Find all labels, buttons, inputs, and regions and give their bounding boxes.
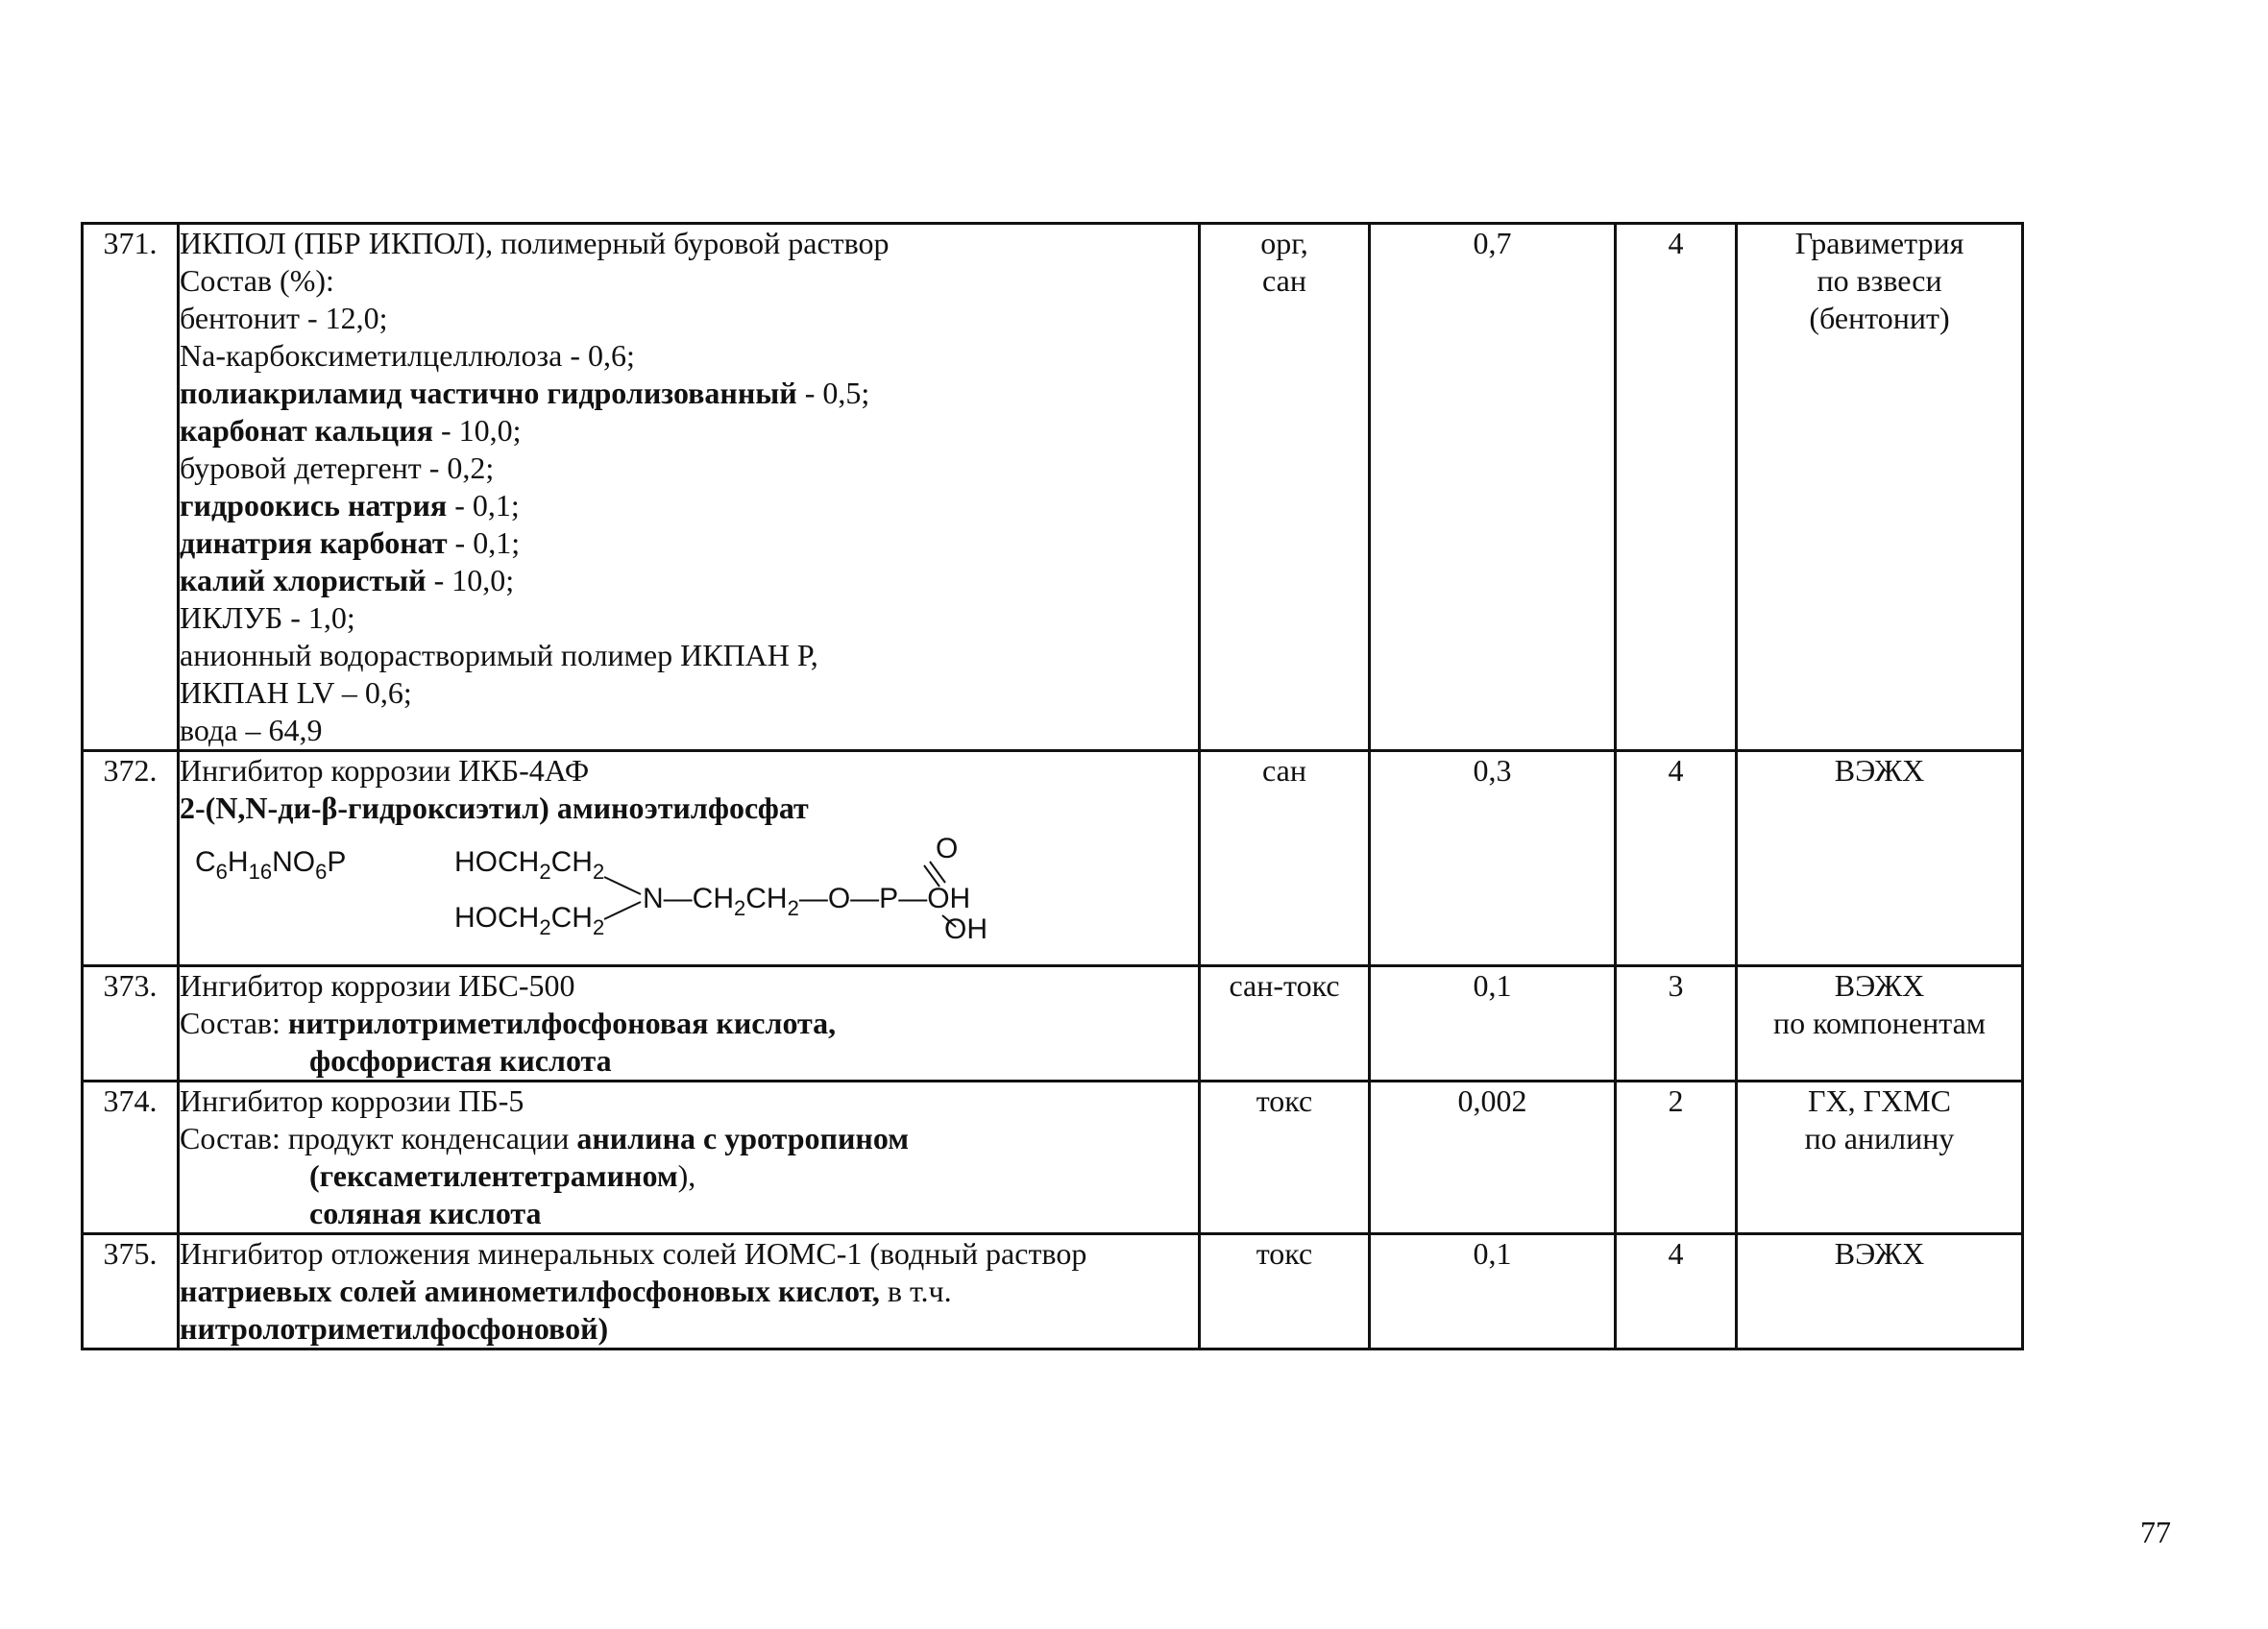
text-run: ИКЛУБ - 1,0;	[180, 600, 355, 635]
text-run: анионный водорастворимый полимер ИКПАН Р,	[180, 638, 818, 672]
text-line	[180, 1005, 1198, 1042]
text-run: - 10,0;	[426, 563, 515, 597]
text-line: токс	[1256, 1083, 1313, 1118]
hazard-class: 4	[1616, 1234, 1737, 1349]
bold-text: анилина с уротропином	[576, 1121, 910, 1155]
text-line	[180, 337, 1198, 375]
limit-value: 0,7	[1370, 224, 1616, 751]
oxo-oxygen: O	[936, 833, 959, 864]
double-bond	[930, 862, 945, 883]
text-run: буровой детергент - 0,2;	[180, 450, 495, 485]
table-row	[83, 1234, 2023, 1349]
text-line: (бентонит)	[1809, 301, 1950, 335]
substance-text	[180, 752, 1198, 827]
row-number: 373.	[83, 966, 179, 1082]
text-run: Состав:	[180, 1006, 288, 1040]
text-run: - 0,5;	[796, 376, 870, 410]
substance-description	[179, 1082, 1200, 1234]
text-run: Состав: продукт конденсации	[180, 1121, 577, 1155]
bond-line	[604, 902, 641, 919]
hazard-class: 2	[1616, 1082, 1737, 1234]
text-line: по анилину	[1804, 1121, 1955, 1155]
hazard-class: 4	[1616, 751, 1737, 966]
text-line: сан	[1262, 753, 1306, 788]
analysis-method	[1737, 966, 2023, 1082]
bold-text: 2-(N,N-ди-β-гидроксиэтил) аминоэтилфосфат	[180, 790, 809, 825]
hydroxyethyl-group-top: $HOCH_2CH_2$	[454, 846, 605, 884]
limit-value: 0,002	[1370, 1082, 1616, 1234]
text-line	[180, 487, 1198, 524]
text-line	[180, 1310, 1198, 1348]
text-line: ГХ, ГХМС	[1807, 1083, 1951, 1118]
substance-table	[81, 222, 2024, 1350]
hazard-sign	[1200, 224, 1370, 751]
text-run: Состав (%):	[180, 263, 334, 298]
text-line	[180, 1042, 1198, 1080]
row-number: 375.	[83, 1234, 179, 1349]
structural-formula	[180, 827, 1198, 940]
hazard-sign	[1200, 751, 1370, 966]
analysis-method	[1737, 751, 2023, 966]
text-run: Na-карбоксиметилцеллюлоза - 0,6;	[180, 338, 635, 373]
text-line: по взвеси	[1817, 263, 1942, 298]
text-line	[180, 752, 1198, 790]
substance-description	[179, 966, 1200, 1082]
text-line	[180, 1195, 1198, 1232]
text-run: Ингибитор коррозии ИКБ-4АФ	[180, 753, 590, 788]
text-line	[180, 1157, 1198, 1195]
text-line: токс	[1256, 1236, 1313, 1271]
substance-description	[179, 751, 1200, 966]
row-number: 372.	[83, 751, 179, 966]
bold-text: полиакриламид частично гидролизованный	[180, 376, 797, 410]
gross-formula: $C_6H_{16}NO_6P$	[195, 846, 347, 884]
text-run: - 0,1;	[447, 525, 521, 560]
table-row	[83, 224, 2023, 751]
bold-text: гидроокись натрия	[180, 488, 448, 523]
bold-text: (гексаметилентетрамином	[309, 1158, 678, 1193]
hazard-sign	[1200, 1234, 1370, 1349]
text-run: ИКПОЛ (ПБР ИКПОЛ), полимерный буровой раствор	[180, 226, 890, 260]
text-line: по компонентам	[1772, 1006, 1987, 1040]
phosphate-chain: $N—CH_2CH_2—O—P—OH$	[643, 883, 971, 920]
hydroxyethyl-group-bottom: $HOCH_2CH_2$	[454, 902, 605, 939]
limit-value: 0,1	[1370, 1234, 1616, 1349]
table-row	[83, 966, 2023, 1082]
analysis-method	[1737, 1082, 2023, 1234]
text-line: орг,	[1260, 226, 1308, 260]
substance-description	[179, 224, 1200, 751]
bold-text: натриевых солей аминометилфосфоновых кислот,	[180, 1274, 880, 1308]
limit-value: 0,3	[1370, 751, 1616, 966]
text-line: Гравиметрия	[1794, 226, 1964, 260]
text-line	[180, 524, 1198, 562]
text-line	[180, 375, 1198, 412]
bold-text: калий хлористый	[180, 563, 427, 597]
text-line: ВЭЖХ	[1834, 1236, 1925, 1271]
text-line	[180, 790, 1198, 827]
text-line	[180, 225, 1198, 262]
text-run: Ингибитор отложения минеральных солей ИОМС-1 (водный раствор	[180, 1236, 1087, 1271]
table-row	[83, 751, 2023, 966]
bold-text: фосфористая кислота	[309, 1043, 612, 1078]
table-row	[83, 1082, 2023, 1234]
text-line	[180, 1120, 1198, 1157]
bold-text: соляная кислота	[309, 1196, 542, 1230]
text-line	[180, 599, 1198, 637]
text-line	[180, 412, 1198, 450]
bold-text: карбонат кальция	[180, 413, 433, 448]
text-line: сан	[1262, 263, 1306, 298]
text-run: Ингибитор коррозии ПБ-5	[180, 1083, 524, 1118]
text-line: сан-токс	[1229, 968, 1340, 1003]
analysis-method	[1737, 1234, 2023, 1349]
text-line	[180, 1082, 1198, 1120]
substance-description	[179, 1234, 1200, 1349]
text-run: бентонит - 12,0;	[180, 301, 388, 335]
text-line	[180, 562, 1198, 599]
hazard-sign	[1200, 1082, 1370, 1234]
text-run: ),	[677, 1158, 696, 1193]
text-line	[180, 262, 1198, 300]
hydroxyl: OH	[944, 913, 988, 940]
bold-text: динатрия карбонат	[180, 525, 448, 560]
text-run: в т.ч.	[879, 1274, 952, 1308]
text-run: ИКПАН LV – 0,6;	[180, 675, 412, 710]
text-line	[180, 300, 1198, 337]
bold-text: нитрилотриметилфосфоновая кислота,	[287, 1006, 837, 1040]
row-number: 371.	[83, 224, 179, 751]
text-line	[180, 967, 1198, 1005]
hazard-class: 3	[1616, 966, 1737, 1082]
text-run: - 10,0;	[432, 413, 522, 448]
text-line: ВЭЖХ	[1834, 753, 1925, 788]
text-run: Ингибитор коррозии ИБС-500	[180, 968, 575, 1003]
text-line	[180, 712, 1198, 749]
text-run: вода – 64,9	[180, 713, 323, 747]
page-number: 77	[2140, 1515, 2171, 1549]
hazard-sign	[1200, 966, 1370, 1082]
row-number: 374.	[83, 1082, 179, 1234]
text-line	[180, 1235, 1198, 1273]
analysis-method	[1737, 224, 2023, 751]
text-line	[180, 450, 1198, 487]
limit-value: 0,1	[1370, 966, 1616, 1082]
hazard-class: 4	[1616, 224, 1737, 751]
text-line	[180, 674, 1198, 712]
text-line	[180, 1273, 1198, 1310]
text-line	[180, 637, 1198, 674]
bold-text: нитролотриметилфосфоновой)	[180, 1311, 609, 1346]
text-line: ВЭЖХ	[1834, 968, 1925, 1003]
text-run: - 0,1;	[447, 488, 520, 523]
bond-line	[604, 877, 641, 894]
